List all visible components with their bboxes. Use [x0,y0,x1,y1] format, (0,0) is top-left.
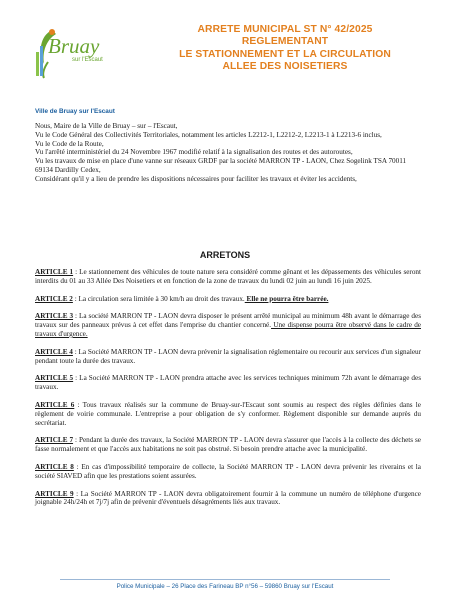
article-3: ARTICLE 3 : La société MARRON TP - LAON devra disposer le présent arrêté municipal au minimum 48h avant le démarrage des travaux sur des panneaux prévus à cet effet dans l'emprise du chantier concerné. Une dispense pourra être observé dans le cadre de travaux d'urgence. [35,312,421,338]
article-1: ARTICLE 1 : Le stationnement des véhicules de toute nature sera considéré comme gênant et les dépassements des véhicules seront interdits du 01 au 33 Allée Des Noisetiers et en fonction de la zone de travaux du lundi 02 juin au lundi 16 juin 2025. [35,268,422,285]
article-6: ARTICLE 6 : Tous travaux réalisés sur la commune de Bruay-sur-l'Escaut sont soumis au respect des règles définies dans le règlement de voirie communale. L'entreprise a pour obligation de s'y conformer. Règlement disponible sur demande auprès du secrétariat. [35,400,421,427]
article-7: ARTICLE 7 : Pendant la durée des travaux, la Société MARRON TP - LAON devra s'assurer que l'accès à la collecte des déchets se fasse normalement et que l'accès aux habitations ne soit pas obstrué. Si besoin prendre attache avec la municipalité. [35,436,421,454]
articles [35,268,421,516]
preamble-line: Vu le Code de la Route, [35,139,104,148]
preamble-line: Vu l'arrêté interministériel du 24 Novembre 1967 modifié relatif à la signalisation des routes et des autoroutes, [35,148,353,157]
sender-name: Ville de Bruay sur l'Escaut [35,108,115,115]
arretons-heading: ARRETONS [199,250,251,260]
logo-name: Bruay [48,34,100,58]
article-8: ARTICLE 8 : En cas d'impossibilité temporaire de collecte, la Société MARRON TP - LAON devra prévenir les riverains et la société SIAVED afin que les prestations soient assurées. [35,462,421,480]
article-4: ARTICLE 4 : La Société MARRON TP - LAON devra prévenir la signalisation réglementaire ou recourir aux services d'un signaleur pendant toute la durée des travaux. [35,347,421,365]
header-subtitle-1: REGLEMENTANT [241,36,329,48]
logo-subtitle: sur l'Escaut [72,57,103,63]
document-header [135,24,435,74]
footer-divider [60,579,390,580]
preamble [35,122,420,184]
article-9: ARTICLE 9 : La Société MARRON TP - LAON devra obligatoirement fournir à la commune un numéro de téléphone d'urgence joignable 24h/24h et 7j/7j afin de prévenir d'éventuels désagréments liés aux travaux. [35,489,421,507]
footer-address: Police Municipale – 26 Place des Farineau BP n°56 – 59860 Bruay sur l'Escaut [116,583,334,590]
article-5: ARTICLE 5 : La Société MARRON TP - LAON prendra attache avec les services techniques minimum 72h avant le démarrage des travaux. [35,374,421,392]
header-subtitle-3: ALLEE DES NOISETIERS [222,61,348,73]
preamble-line: Vu le Code Général des Collectivités Territoriales, notamment les articles L2212-1, L2212-2, L2213-1 à L2213-6 inclus, [35,130,382,139]
article-2: ARTICLE 2 : La circulation sera limitée à 30 km/h au droit des travaux. Elle ne pourra être barrée. [35,294,329,303]
header-title: ARRETE MUNICIPAL ST N° 42/2025 [197,24,373,35]
preamble-line: Vu les travaux de mise en place d'une vanne sur réseaux GRDF par la société MARRON TP - LAON, Chez Sogelink TSA 70011 69134 Dardilly Cedex, [35,157,407,174]
header-subtitle-2: LE STATIONNEMENT ET LA CIRCULATION [179,48,391,60]
preamble-line: Nous, Maire de la Ville de Bruay – sur – l'Escaut, [35,122,178,130]
preamble-line: Considérant qu'il y a lieu de prendre les dispositions nécessaires pour faciliter les travaux et éviter les accidents, [35,174,357,183]
